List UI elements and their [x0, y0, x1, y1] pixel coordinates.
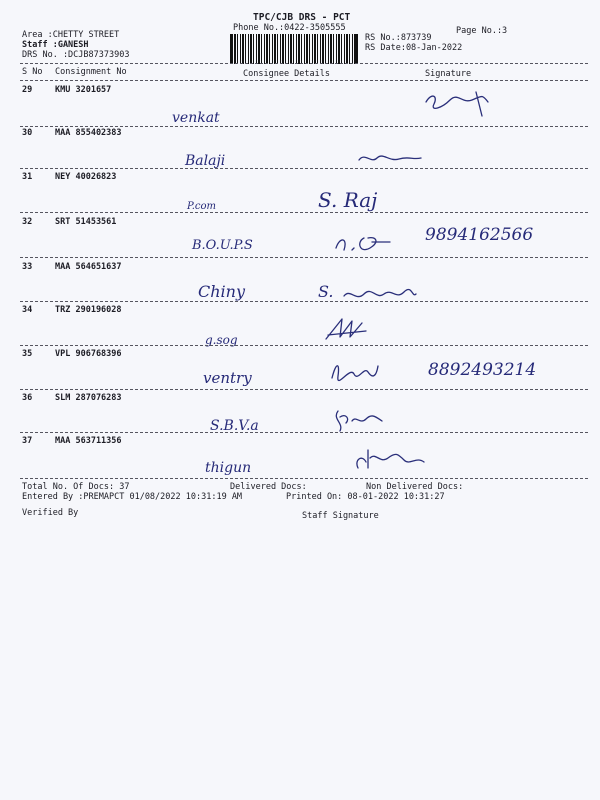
- col-header-consignee: Consignee Details: [243, 69, 330, 79]
- consignee-name: thigun: [205, 460, 252, 476]
- row-consignment: KMU 3201657: [55, 85, 112, 95]
- staff-label: Staff :GANESH: [22, 40, 89, 50]
- consignee-signature-text: S. Raj: [318, 188, 378, 212]
- row-sno: 34: [22, 305, 33, 315]
- row-sno: 33: [22, 262, 33, 272]
- rs-number: RS No.:873739: [365, 33, 432, 43]
- consignee-name: ventry: [203, 369, 252, 387]
- col-header-consignment: Consignment No: [55, 67, 127, 77]
- row-consignment: MAA 564651637: [55, 262, 122, 272]
- total-docs: Total No. Of Docs: 37: [22, 482, 130, 492]
- signature: [322, 313, 372, 343]
- document-title: TPC/CJB DRS - PCT: [253, 12, 351, 23]
- row-consignment: NEY 40026823: [55, 172, 117, 182]
- row-sno: 36: [22, 393, 33, 403]
- row-divider: [20, 389, 588, 390]
- row-divider: [20, 301, 588, 302]
- entered-by: Entered By :PREMAPCT 01/08/2022 10:31:19 AM: [22, 492, 243, 502]
- signature: [340, 284, 420, 308]
- row-sno: 35: [22, 349, 33, 359]
- row-sno: 32: [22, 217, 33, 227]
- delivered-docs: Delivered Docs:: [230, 482, 307, 492]
- row-divider: [20, 126, 588, 127]
- consignee-name: P.com: [187, 201, 216, 212]
- consignee-name: S.B.V.a: [210, 418, 259, 434]
- row-sno: 30: [22, 128, 33, 138]
- row-consignment: MAA 855402383: [55, 128, 122, 138]
- area-label: Area :CHETTY STREET: [22, 30, 120, 40]
- signature: [330, 405, 386, 435]
- row-consignment: SLM 287076283: [55, 393, 122, 403]
- consignee-name: venkat: [172, 110, 220, 126]
- consignee-signature-text: S.: [318, 282, 334, 301]
- row-sno: 29: [22, 85, 33, 95]
- column-divider: [20, 80, 588, 81]
- staff-signature-label: Staff Signature: [302, 511, 379, 521]
- row-consignment: MAA 563711356: [55, 436, 122, 446]
- row-divider: [20, 478, 588, 479]
- signature: [330, 228, 400, 256]
- row-consignment: TRZ 290196028: [55, 305, 122, 315]
- col-header-sno: S No: [22, 67, 43, 77]
- non-delivered-docs: Non Delivered Docs:: [366, 482, 464, 492]
- signature: [422, 90, 512, 120]
- consignee-name: g.sog: [205, 333, 238, 347]
- drs-number: DRS No. :DCJB87373903: [22, 50, 130, 60]
- col-header-signature: Signature: [425, 69, 472, 79]
- row-divider: [20, 257, 588, 258]
- consignee-name: Chiny: [198, 282, 246, 301]
- page-number: Page No.:3: [456, 26, 508, 36]
- row-sno: 37: [22, 436, 33, 446]
- consignee-name: Balaji: [185, 153, 226, 169]
- contact-number: 8892493214: [428, 360, 537, 380]
- row-divider: [20, 345, 588, 346]
- row-divider: [20, 432, 588, 433]
- row-divider: [20, 212, 588, 213]
- phone-number: Phone No.:0422-3505555: [233, 23, 346, 33]
- verified-by: Verified By: [22, 508, 79, 518]
- row-divider: [20, 168, 588, 169]
- header-divider: [20, 63, 588, 64]
- row-consignment: VPL 906768396: [55, 349, 122, 359]
- contact-number: 9894162566: [425, 225, 534, 245]
- rs-date: RS Date:08-Jan-2022: [365, 43, 463, 53]
- row-consignment: SRT 51453561: [55, 217, 117, 227]
- consignee-name: B.O.U.P.S: [192, 238, 253, 253]
- row-sno: 31: [22, 172, 33, 182]
- barcode: [230, 34, 358, 64]
- signature: [350, 444, 430, 474]
- printed-on: Printed On: 08-01-2022 10:31:27: [286, 492, 445, 502]
- signature: [328, 358, 384, 386]
- signature: [355, 150, 435, 170]
